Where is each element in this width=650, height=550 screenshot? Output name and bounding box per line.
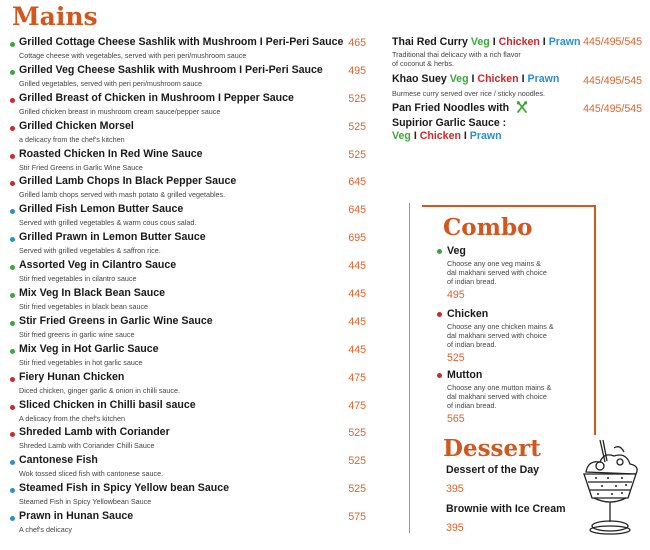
variant-chicken: Chicken — [419, 130, 461, 142]
item-price: 575 — [348, 511, 366, 524]
menu-item — [10, 315, 370, 343]
item-description: Stir fried vegetables in hot garlic sauce — [19, 357, 143, 367]
item-price: 695 — [348, 232, 366, 245]
menu-item — [10, 371, 370, 399]
combo-item-price: 495 — [447, 289, 465, 301]
item-price: 645 — [348, 176, 366, 189]
mains-list — [10, 36, 370, 538]
combo-item-description — [437, 259, 587, 286]
combo-item-description-line: Choose any one veg mains & — [447, 259, 541, 268]
menu-item — [10, 36, 370, 64]
item-price: 525 — [348, 148, 366, 161]
mains-title: Mains — [12, 2, 98, 31]
item-name: Prawn in Hunan Sauce — [19, 510, 134, 523]
menu-item — [10, 231, 370, 259]
item-description: Stir fried vegetables in cilantro sauce — [19, 274, 137, 284]
item-name: Grilled Breast of Chicken in Mushroom I Pepper Sauce — [19, 91, 294, 104]
item-description: Stir Fried Greens in Garlic Wine Sauce — [19, 162, 143, 172]
item-price: 445/495/545 — [583, 75, 642, 87]
item-price: 525 — [348, 483, 366, 496]
category-dot-icon — [10, 349, 15, 354]
item-price: 475 — [348, 399, 366, 412]
dessert-item-name: Dessert of the Day — [446, 464, 540, 476]
variant-separator: I — [471, 73, 475, 85]
variant-prawn: Prawn — [548, 36, 581, 48]
dessert-item-name: Brownie with Ice Cream — [446, 503, 566, 515]
item-name: Grilled Veg Cheese Sashlik with Mushroom I Peri-Peri Sauce — [19, 63, 323, 76]
item-name: Thai Red Curry — [392, 36, 468, 48]
category-dot-icon — [10, 98, 15, 103]
item-price: 445 — [348, 343, 366, 356]
item-name: Fiery Hunan Chicken — [19, 370, 125, 383]
combo-item-veg — [437, 245, 587, 301]
menu-item — [10, 148, 370, 176]
item-description: Diced chicken, ginger garlic & onion in chilli sauce. — [19, 385, 181, 395]
item-name-line2: Supirior Garlic Sauce : — [392, 117, 507, 129]
combo-item-description-line: dal makhani served with choice — [447, 268, 547, 277]
item-description: Served with grilled vegetables & saffron rice. — [19, 246, 161, 256]
combo-item-name: Veg — [447, 245, 466, 257]
category-dot-icon — [10, 432, 15, 437]
menu-item — [10, 92, 370, 120]
item-description: Served with grilled vegetables & warm cous cous salad. — [19, 218, 197, 228]
fork-spoon-icon — [516, 101, 528, 117]
menu-item — [10, 287, 370, 315]
menu-item-thai-red-curry — [392, 36, 644, 73]
item-name: Cantonese Fish — [19, 454, 98, 467]
menu-item — [10, 64, 370, 92]
item-description: Stir fried vegetables in black bean sauce — [19, 302, 149, 312]
item-price: 445 — [348, 288, 366, 301]
item-description: Cottage cheese with vegetables, served with peri peri/mushroom sauce — [19, 51, 247, 60]
menu-item — [10, 203, 370, 231]
item-description: Burmese curry served over rice / sticky noodles. — [392, 89, 545, 98]
menu-item — [10, 510, 370, 538]
item-price: 445/495/545 — [583, 103, 642, 115]
category-dot-icon — [10, 154, 15, 159]
item-description: Steamed Fish in Spicy Yellowbean Sauce — [19, 497, 152, 507]
menu-item — [10, 426, 370, 454]
combo-item-price: 525 — [447, 352, 465, 364]
item-name: Assorted Veg in Cilantro Sauce — [19, 259, 177, 272]
item-description: Grilled vegetables, served with peri peri/mushroom sauce — [19, 78, 202, 88]
combo-item-description-line: of indian bread. — [447, 340, 497, 349]
item-name: Grilled Cottage Cheese Sashlik with Mushroom I Peri-Peri Sauce — [19, 36, 344, 48]
item-name: Stir Fried Greens in Garlic Wine Sauce — [19, 314, 213, 327]
combo-item-name: Chicken — [447, 308, 489, 320]
item-name: Sliced Chicken in Chilli basil sauce — [19, 398, 196, 411]
category-dot-icon — [10, 70, 15, 75]
variant-chicken: Chicken — [477, 73, 519, 85]
menu-item-pan-fried-noodles — [392, 101, 644, 145]
category-dot-icon — [10, 516, 15, 521]
combo-item-description — [437, 383, 587, 410]
item-price: 525 — [348, 455, 366, 468]
dessert-item-price: 395 — [446, 522, 464, 534]
combo-item-description-line: of indian bread. — [447, 401, 497, 410]
combo-item-description-line: Choose any one mutton mains & — [447, 383, 552, 392]
item-price: 445 — [348, 315, 366, 328]
category-dot-icon — [10, 405, 15, 410]
item-description: Wok tossed sliced fish with cantonese sauce. — [19, 469, 164, 479]
variant-chicken: Chicken — [498, 36, 540, 48]
item-description: Stir fried greens in garlic wine sauce — [19, 329, 135, 339]
item-name: Grilled Chicken Morsel — [19, 119, 134, 132]
item-name: Khao Suey — [392, 73, 447, 85]
combo-item-name: Mutton — [447, 369, 483, 381]
item-description: A chef's delicacy — [19, 525, 72, 535]
variant-veg: Veg — [392, 130, 411, 142]
nonveg-dot-icon — [437, 373, 442, 378]
combo-title: Combo — [443, 214, 533, 241]
combo-item-chicken — [437, 308, 587, 364]
item-description — [392, 50, 644, 68]
variant-prawn: Prawn — [469, 130, 502, 142]
category-dot-icon — [10, 488, 15, 493]
item-price: 525 — [348, 120, 366, 133]
item-name: Mix Veg in Hot Garlic Sauce — [19, 342, 159, 355]
dessert-title: Dessert — [443, 435, 541, 462]
category-dot-icon — [10, 321, 15, 326]
variant-separator: I — [492, 36, 496, 48]
sundae-illustration-icon — [578, 438, 642, 541]
combo-item-mutton — [437, 369, 587, 425]
menu-item — [10, 399, 370, 427]
category-dot-icon — [10, 126, 15, 131]
veg-dot-icon — [437, 249, 442, 254]
category-dot-icon — [10, 181, 15, 186]
item-price: 475 — [348, 371, 366, 384]
combo-item-description-line: dal makhani served with choice — [447, 331, 547, 340]
item-price: 525 — [348, 92, 366, 105]
category-dot-icon — [10, 209, 15, 214]
item-name: Grilled Prawn in Lemon Butter Sauce — [19, 231, 206, 244]
variant-veg: Veg — [449, 73, 469, 85]
category-dot-icon — [10, 237, 15, 242]
item-name: Steamed Fish in Spicy Yellow bean Sauce — [19, 482, 229, 495]
menu-item — [10, 454, 370, 482]
dessert-item-price: 395 — [446, 483, 464, 495]
menu-item — [10, 482, 370, 510]
category-dot-icon — [10, 460, 15, 465]
item-price: 525 — [348, 427, 366, 440]
item-description: Shreded Lamb with Coriander Chilli Sauce — [19, 441, 155, 451]
item-price: 445 — [348, 260, 366, 273]
item-price: 465 — [348, 37, 366, 49]
item-name: Grilled Fish Lemon Butter Sauce — [19, 203, 184, 216]
item-price: 645 — [348, 204, 366, 217]
right-column-items — [392, 36, 644, 145]
category-dot-icon — [10, 377, 15, 382]
menu-item — [10, 120, 370, 148]
item-description-line: Traditional thai delicacy with a rich flavor — [392, 50, 521, 59]
menu-item-khao-suey — [392, 73, 644, 101]
combo-item-description-line: of indian bread. — [447, 277, 497, 286]
nonveg-dot-icon — [437, 312, 442, 317]
combo-item-description-line: dal makhani served with choice — [447, 392, 547, 401]
menu-item — [10, 343, 370, 371]
item-name: Mix Veg In Black Bean Sauce — [19, 287, 166, 300]
divider-line — [409, 203, 410, 533]
menu-item — [10, 259, 370, 287]
item-description-line: of coconut & herbs. — [392, 59, 454, 68]
variant-separator: I — [413, 130, 417, 142]
variant-separator: I — [463, 130, 467, 142]
category-dot-icon — [10, 42, 15, 47]
variant-separator: I — [521, 73, 525, 85]
item-description: Grilled lamb chops served with mash potato & grilled vegetables. — [19, 190, 226, 200]
combo-item-description-line: Choose any one chicken mains & — [447, 322, 554, 331]
item-description: A delicacy from the chef's kitchen — [19, 413, 126, 423]
menu-item — [10, 175, 370, 203]
variant-veg: Veg — [470, 36, 490, 48]
category-dot-icon — [10, 265, 15, 270]
combo-item-price: 565 — [447, 413, 465, 425]
item-name: Pan Fried Noodles with — [392, 102, 510, 114]
item-name: Shreded Lamb with Coriander — [19, 426, 170, 439]
combo-item-description — [437, 322, 587, 349]
item-price: 445/495/545 — [583, 36, 642, 48]
item-description: a delicacy from the chef's kitchen — [19, 134, 125, 144]
item-name: Roasted Chicken In Red Wine Sauce — [19, 147, 203, 160]
item-price: 495 — [348, 64, 366, 77]
variant-prawn: Prawn — [527, 73, 560, 85]
variant-separator: I — [542, 36, 546, 48]
item-name: Grilled Lamb Chops In Black Pepper Sauce — [19, 175, 237, 188]
item-description: Grilled chicken breast in mushroom cream sauce/pepper sauce — [19, 106, 221, 116]
category-dot-icon — [10, 293, 15, 298]
